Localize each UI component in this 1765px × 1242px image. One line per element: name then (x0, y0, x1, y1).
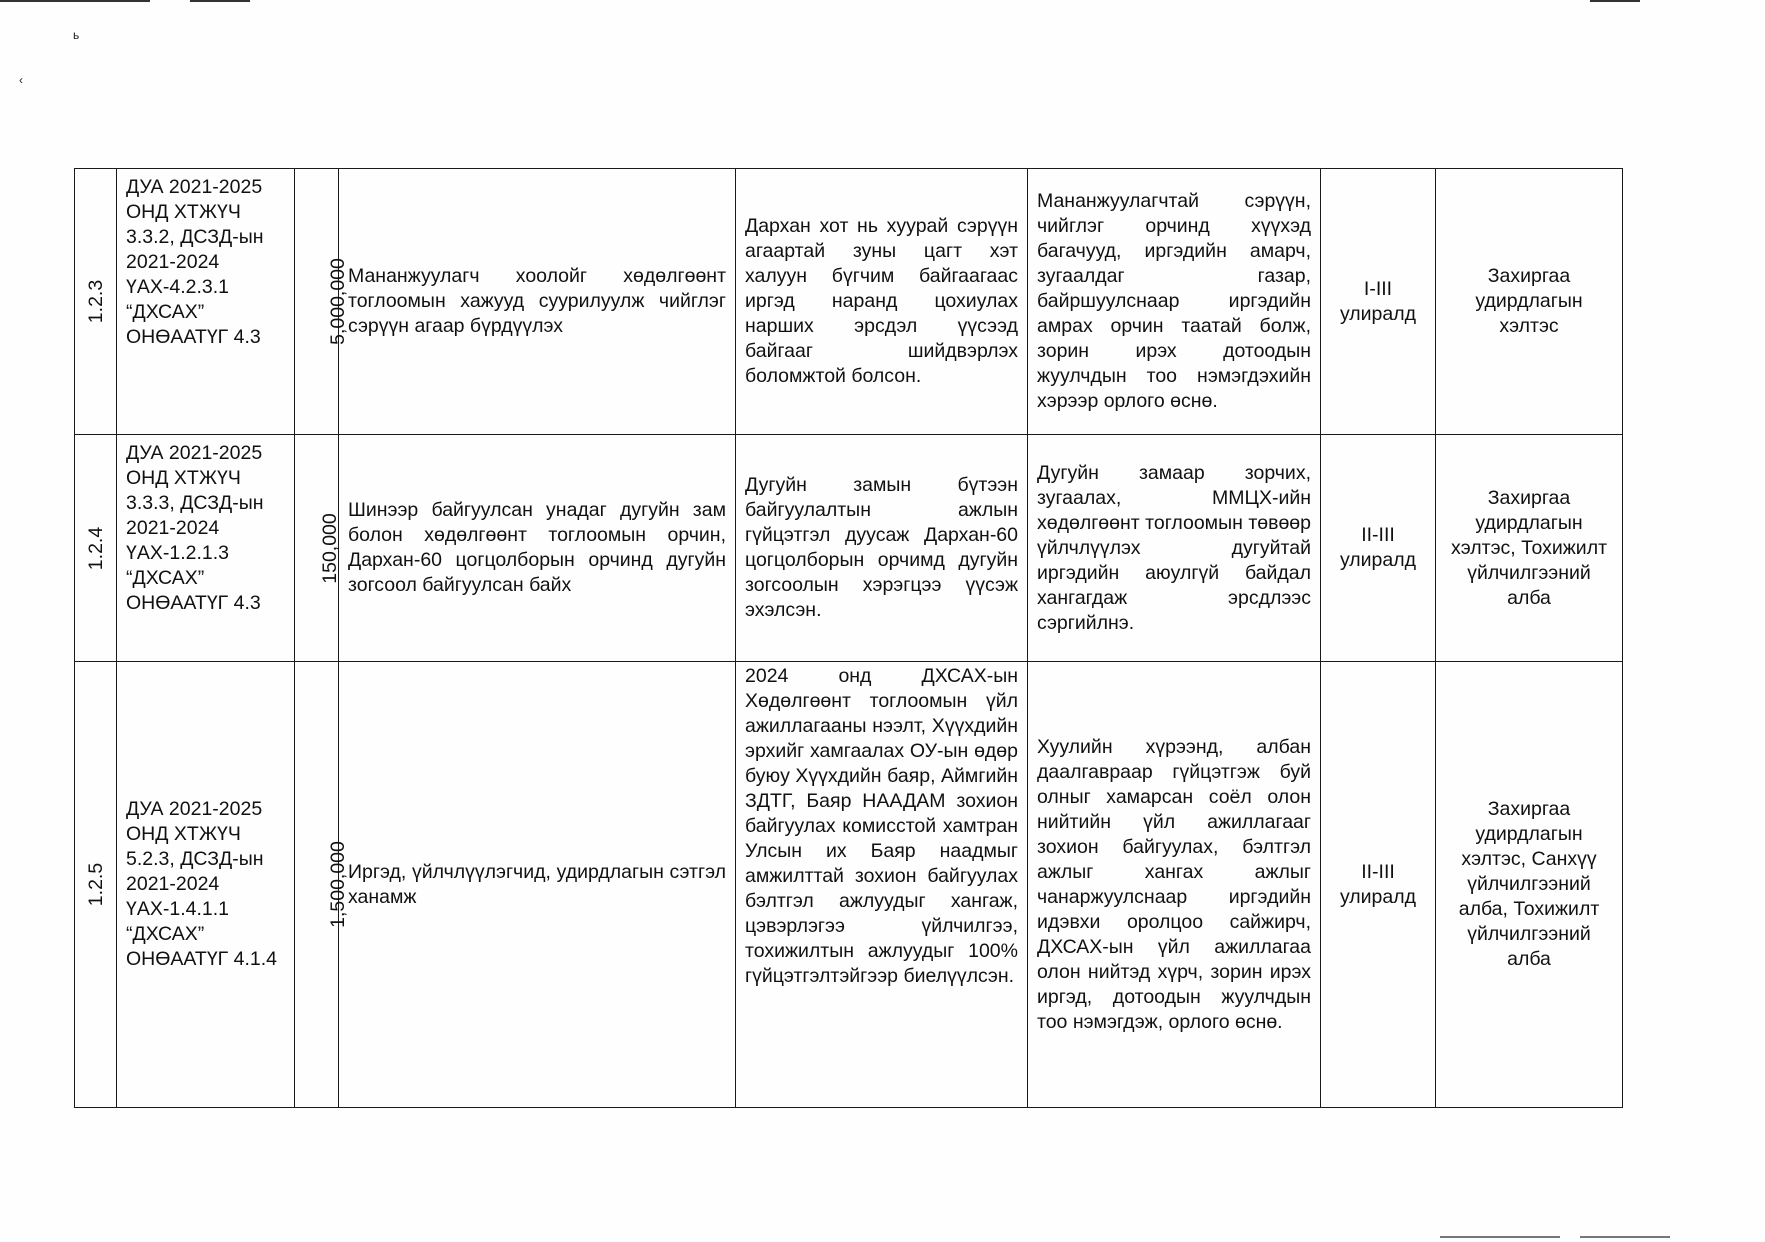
reference-cell: ДУА 2021-2025 ОНД ХТЖҮЧ 3.3.3, ДСЗД-ын 2021-2024 ҮАХ-1.2.1.3 “ДХСАХ” ОНӨААТҮГ 4.3 (117, 435, 295, 662)
responsible-cell: Захиргаа удирдлагын хэлтэс, Тохижилт үйлчилгээний алба (1436, 435, 1623, 662)
item-number-cell (75, 169, 117, 435)
item-number-cell (75, 435, 117, 662)
item-number-cell (75, 662, 117, 1108)
budget-cell (295, 169, 349, 435)
table-row (75, 435, 1623, 662)
scan-top-rule (190, 0, 250, 2)
item-number: 1.2.5 (85, 862, 108, 907)
budget-cell (295, 662, 349, 1108)
scan-top-rule (1590, 0, 1640, 2)
item-number: 1.2.3 (85, 279, 108, 324)
term-cell: II-III улиралд (1321, 662, 1436, 1108)
term-cell: I-III улиралд (1321, 169, 1436, 435)
budget-amount: 150,000 (318, 512, 341, 584)
responsible-cell: Захиргаа удирдлагын хэлтэс (1436, 169, 1623, 435)
action-plan-table (74, 168, 1623, 1108)
activity-cell: Иргэд, үйлчлүүлэгчид, удирдлагын сэтгэл ханамж (339, 662, 736, 1108)
scan-bottom-rule (1580, 1236, 1670, 1238)
budget-cell (295, 435, 339, 662)
impact-cell: Хуулийн хүрээнд, албан даалгавраар гүйцэтгэж буй олныг хамарсан соёл олон нийтийн үйл ажиллагааг зохион байгуулах, бэлтгэл ажлыг хангах ажлыг чанаржуулснаар иргэдийн идэвхи оролцоо сайжирч, ДХСАХ-ын үйл ажиллагаа олон нийтэд хүрч, зорин ирэх иргэд, дотоодын жуулчдын тоо нэмэгдэж, орлого өснө. (1028, 662, 1321, 1108)
result-cell: Дархан хот нь хуурай сэрүүн агаартай зуны цагт хэт халуун бүгчим байгаагаас иргэд наранд цохиулах нарших эрсдэл үүсээд байгааг шийдвэрлэх боломжтой болсон. (736, 169, 1028, 435)
result-cell: 2024 онд ДХСАХ-ын Хөдөлгөөнт тоглоомын үйл ажиллагааны нээлт, Хүүхдийн эрхийг хамгаалах ОУ-ын өдөр буюу Хүүхдийн баяр, Аймгийн ЗДТГ, Баяр НААДАМ зохион байгуулах комисстой хамтран Улсын их Баяр наадмыг амжилттай зохион байгуулах бэлтгэл ажлуудыг хангаж, цэвэрлэгээ үйлчилгээ, тохижилтын ажлуудыг 100% гүйцэтгэлтэйгээр биелүүлсэн. (736, 662, 1028, 1108)
reference-cell: ДУА 2021-2025 ОНД ХТЖҮЧ 3.3.2, ДСЗД-ын 2021-2024 ҮАХ-4.2.3.1 “ДХСАХ” ОНӨААТҮГ 4.3 (117, 169, 295, 435)
result-cell: Дугуйн замын бүтээн байгуулалтын ажлын гүйцэтгэл дуусаж Дархан-60 цогцолборын орчимд дугуйн зогсоолын хэрэгцээ үүсэж эхэлсэн. (736, 435, 1028, 662)
responsible-cell: Захиргаа удирдлагын хэлтэс, Санхүү үйлчилгээний алба, Тохижилт үйлчилгээний алба (1436, 662, 1623, 1108)
scan-mark-top: ь (73, 28, 80, 42)
budget-amount: 1,500,000 (326, 841, 349, 928)
activity-cell: Мананжуулагч хоолойг хөдөлгөөнт тоглоомын хажууд суурилуулж чийглэг сэрүүн агаар бүрдүүлэх (339, 169, 736, 435)
term-cell: II-III улиралд (1321, 435, 1436, 662)
activity-cell: Шинээр байгуулсан унадаг дугуйн зам болон хөдөлгөөнт тоглоомын орчин, Дархан-60 цогцолборын орчинд дугуйн зогсоол байгуулсан байх (339, 435, 736, 662)
reference-cell: ДУА 2021-2025 ОНД ХТЖҮЧ 5.2.3, ДСЗД-ын 2021-2024 ҮАХ-1.4.1.1 “ДХСАХ” ОНӨААТҮГ 4.1.4 (117, 662, 295, 1108)
table-row (75, 169, 1623, 435)
scan-bottom-rule (1440, 1236, 1560, 1238)
impact-cell: Дугуйн замаар зорчих, зугаалах, ММЦХ-ийн хөдөлгөөнт тоглоомын төвөөр үйлчлүүлэх дугуйтай иргэдийн аюулгүй байдал хангагдаж эрсдлээс сэргийлнэ. (1028, 435, 1321, 662)
impact-cell: Мананжуулагчтай сэрүүн, чийглэг орчинд хүүхэд багачууд, иргэдийн амарч, зугаалдаг газар, байршуулснаар иргэдийн амрах орчин таатай болж, зорин ирэх дотоодын жуулчдын тоо нэмэгдэхийн хэрээр орлого өснө. (1028, 169, 1321, 435)
budget-amount: 5,000,000 (326, 258, 349, 345)
scan-top-rule (0, 0, 150, 2)
item-number: 1.2.4 (85, 526, 108, 570)
table-row (75, 662, 1623, 1108)
scan-mark-left: ‹ (19, 73, 23, 87)
